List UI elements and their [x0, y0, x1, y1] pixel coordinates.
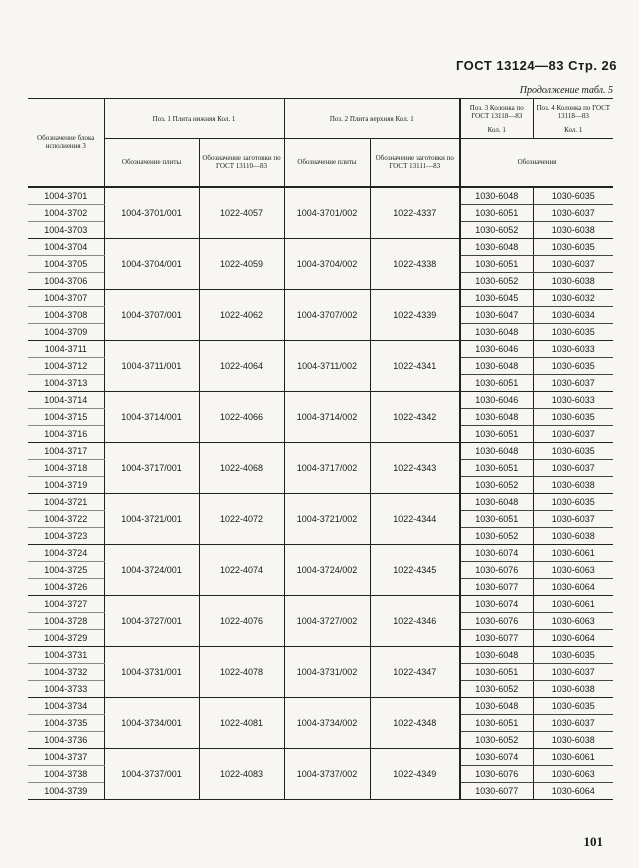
plate-upper-cell: 1004-3727/002	[284, 595, 370, 646]
pos4-cell: 1030-6035	[533, 697, 613, 714]
pos4-cell: 1030-6037	[533, 255, 613, 272]
col-pos4-title: Поз. 4 Колонка по ГОСТ 13118—83	[536, 103, 611, 120]
col-pos3	[460, 99, 533, 139]
plate-lower-cell: 1004-3714/001	[104, 391, 199, 442]
col-pos4	[533, 99, 613, 139]
blank-lower-cell: 1022-4068	[199, 442, 284, 493]
blank-lower-cell: 1022-4064	[199, 340, 284, 391]
pos3-cell: 1030-6051	[460, 374, 533, 391]
pos3-cell: 1030-6048	[460, 493, 533, 510]
pos4-cell: 1030-6038	[533, 272, 613, 289]
pos4-cell: 1030-6037	[533, 663, 613, 680]
plate-upper-cell: 1004-3731/002	[284, 646, 370, 697]
col-blank-upper: Обозначение заготовки по ГОСТ 13111—83	[370, 139, 460, 187]
table-row	[28, 595, 613, 612]
block-designation-cell: 1004-3707	[28, 289, 104, 306]
plate-upper-cell: 1004-3717/002	[284, 442, 370, 493]
plate-upper-cell: 1004-3707/002	[284, 289, 370, 340]
table-continuation-label: Продолжение табл. 5	[519, 85, 613, 96]
pos3-cell: 1030-6048	[460, 238, 533, 255]
pos4-cell: 1030-6035	[533, 646, 613, 663]
blank-upper-cell: 1022-4348	[370, 697, 460, 748]
block-designation-cell: 1004-3712	[28, 357, 104, 374]
pos3-cell: 1030-6052	[460, 221, 533, 238]
block-designation-cell: 1004-3708	[28, 306, 104, 323]
pos3-cell: 1030-6048	[460, 357, 533, 374]
blank-upper-cell: 1022-4337	[370, 187, 460, 239]
pos3-cell: 1030-6076	[460, 561, 533, 578]
pos4-cell: 1030-6035	[533, 238, 613, 255]
pos4-cell: 1030-6037	[533, 459, 613, 476]
pos3-cell: 1030-6052	[460, 731, 533, 748]
block-designation-cell: 1004-3714	[28, 391, 104, 408]
page-header: ГОСТ 13124—83 Стр. 26	[455, 58, 617, 73]
block-designation-cell: 1004-3709	[28, 323, 104, 340]
block-designation-cell: 1004-3734	[28, 697, 104, 714]
block-designation-cell: 1004-3711	[28, 340, 104, 357]
pos4-cell: 1030-6032	[533, 289, 613, 306]
pos3-cell: 1030-6077	[460, 578, 533, 595]
pos4-cell: 1030-6063	[533, 612, 613, 629]
pos4-cell: 1030-6035	[533, 323, 613, 340]
block-designation-cell: 1004-3716	[28, 425, 104, 442]
pos3-cell: 1030-6048	[460, 408, 533, 425]
pos3-cell: 1030-6074	[460, 748, 533, 765]
block-designation-cell: 1004-3738	[28, 765, 104, 782]
block-designation-cell: 1004-3719	[28, 476, 104, 493]
blank-lower-cell: 1022-4074	[199, 544, 284, 595]
block-designation-cell: 1004-3724	[28, 544, 104, 561]
pos4-cell: 1030-6064	[533, 629, 613, 646]
pos4-cell: 1030-6061	[533, 544, 613, 561]
pos4-cell: 1030-6035	[533, 357, 613, 374]
blank-upper-cell: 1022-4347	[370, 646, 460, 697]
plate-upper-cell: 1004-3734/002	[284, 697, 370, 748]
block-designation-cell: 1004-3701	[28, 187, 104, 205]
block-designation-cell: 1004-3725	[28, 561, 104, 578]
plate-upper-cell: 1004-3724/002	[284, 544, 370, 595]
pos4-cell: 1030-6063	[533, 561, 613, 578]
pos3-cell: 1030-6051	[460, 714, 533, 731]
plate-lower-cell: 1004-3701/001	[104, 187, 199, 239]
col-pos2: Поз. 2 Плита верхняя Кол. 1	[284, 99, 460, 139]
pos4-cell: 1030-6037	[533, 374, 613, 391]
pos4-cell: 1030-6037	[533, 714, 613, 731]
plate-upper-cell: 1004-3721/002	[284, 493, 370, 544]
pos4-cell: 1030-6035	[533, 408, 613, 425]
plate-upper-cell: 1004-3701/002	[284, 187, 370, 239]
pos3-cell: 1030-6076	[460, 612, 533, 629]
pos4-cell: 1030-6035	[533, 442, 613, 459]
col-blank-lower: Обозначение заготовки по ГОСТ 13110—83	[199, 139, 284, 187]
plate-lower-cell: 1004-3711/001	[104, 340, 199, 391]
block-designation-cell: 1004-3729	[28, 629, 104, 646]
pos3-cell: 1030-6051	[460, 255, 533, 272]
col-pos3-qty: Кол. 1	[487, 125, 506, 134]
col-pos1: Поз. 1 Плита нижняя Кол. 1	[104, 99, 284, 139]
plate-upper-cell: 1004-3711/002	[284, 340, 370, 391]
plate-upper-cell: 1004-3714/002	[284, 391, 370, 442]
block-designation-cell: 1004-3718	[28, 459, 104, 476]
blank-upper-cell: 1022-4344	[370, 493, 460, 544]
blank-upper-cell: 1022-4343	[370, 442, 460, 493]
pos3-cell: 1030-6077	[460, 782, 533, 799]
pos4-cell: 1030-6033	[533, 340, 613, 357]
pos3-cell: 1030-6077	[460, 629, 533, 646]
block-designation-cell: 1004-3706	[28, 272, 104, 289]
specification-table	[28, 98, 613, 800]
pos3-cell: 1030-6076	[460, 765, 533, 782]
pos3-cell: 1030-6052	[460, 527, 533, 544]
table-row	[28, 748, 613, 765]
col-plate-upper: Обозначение плиты	[284, 139, 370, 187]
block-designation-cell: 1004-3728	[28, 612, 104, 629]
pos4-cell: 1030-6037	[533, 425, 613, 442]
col-pos3-title: Поз. 3 Колонка по ГОСТ 13118—83	[469, 103, 524, 120]
block-designation-cell: 1004-3732	[28, 663, 104, 680]
table-row	[28, 187, 613, 205]
block-designation-cell: 1004-3713	[28, 374, 104, 391]
pos3-cell: 1030-6052	[460, 476, 533, 493]
block-designation-cell: 1004-3736	[28, 731, 104, 748]
blank-lower-cell: 1022-4057	[199, 187, 284, 239]
plate-lower-cell: 1004-3727/001	[104, 595, 199, 646]
col-pos4-qty: Кол. 1	[564, 125, 583, 134]
plate-lower-cell: 1004-3731/001	[104, 646, 199, 697]
plate-lower-cell: 1004-3717/001	[104, 442, 199, 493]
blank-upper-cell: 1022-4338	[370, 238, 460, 289]
pos3-cell: 1030-6051	[460, 425, 533, 442]
blank-upper-cell: 1022-4346	[370, 595, 460, 646]
pos4-cell: 1030-6061	[533, 595, 613, 612]
table-row	[28, 442, 613, 459]
pos3-cell: 1030-6051	[460, 204, 533, 221]
pos4-cell: 1030-6038	[533, 731, 613, 748]
block-designation-cell: 1004-3737	[28, 748, 104, 765]
table-row	[28, 340, 613, 357]
pos3-cell: 1030-6048	[460, 697, 533, 714]
pos4-cell: 1030-6038	[533, 527, 613, 544]
pos3-cell: 1030-6048	[460, 646, 533, 663]
blank-upper-cell: 1022-4349	[370, 748, 460, 799]
pos4-cell: 1030-6035	[533, 493, 613, 510]
table-row	[28, 289, 613, 306]
col-block-designation: Обозначение блока исполнения 3	[28, 99, 104, 187]
pos4-cell: 1030-6064	[533, 782, 613, 799]
blank-upper-cell: 1022-4339	[370, 289, 460, 340]
pos3-cell: 1030-6052	[460, 680, 533, 697]
page-number: 101	[583, 834, 603, 849]
pos4-cell: 1030-6035	[533, 187, 613, 205]
block-designation-cell: 1004-3722	[28, 510, 104, 527]
pos4-cell: 1030-6038	[533, 680, 613, 697]
pos3-cell: 1030-6048	[460, 442, 533, 459]
plate-lower-cell: 1004-3737/001	[104, 748, 199, 799]
blank-lower-cell: 1022-4072	[199, 493, 284, 544]
pos3-cell: 1030-6046	[460, 340, 533, 357]
table-row	[28, 646, 613, 663]
block-designation-cell: 1004-3703	[28, 221, 104, 238]
plate-lower-cell: 1004-3734/001	[104, 697, 199, 748]
block-designation-cell: 1004-3735	[28, 714, 104, 731]
pos3-cell: 1030-6045	[460, 289, 533, 306]
block-designation-cell: 1004-3739	[28, 782, 104, 799]
table-body	[28, 187, 613, 800]
blank-upper-cell: 1022-4345	[370, 544, 460, 595]
table-row	[28, 391, 613, 408]
pos4-cell: 1030-6038	[533, 221, 613, 238]
pos4-cell: 1030-6033	[533, 391, 613, 408]
pos3-cell: 1030-6074	[460, 595, 533, 612]
blank-lower-cell: 1022-4083	[199, 748, 284, 799]
pos3-cell: 1030-6052	[460, 272, 533, 289]
pos4-cell: 1030-6061	[533, 748, 613, 765]
blank-lower-cell: 1022-4081	[199, 697, 284, 748]
table-row	[28, 544, 613, 561]
table-row	[28, 493, 613, 510]
plate-upper-cell: 1004-3704/002	[284, 238, 370, 289]
block-designation-cell: 1004-3705	[28, 255, 104, 272]
pos3-cell: 1030-6048	[460, 187, 533, 205]
block-designation-cell: 1004-3726	[28, 578, 104, 595]
blank-lower-cell: 1022-4078	[199, 646, 284, 697]
pos3-cell: 1030-6051	[460, 510, 533, 527]
plate-lower-cell: 1004-3721/001	[104, 493, 199, 544]
block-designation-cell: 1004-3721	[28, 493, 104, 510]
pos4-cell: 1030-6063	[533, 765, 613, 782]
col-plate-lower: Обозначение плиты	[104, 139, 199, 187]
col-designations: Обозначения	[460, 139, 613, 187]
plate-lower-cell: 1004-3724/001	[104, 544, 199, 595]
pos4-cell: 1030-6038	[533, 476, 613, 493]
pos3-cell: 1030-6048	[460, 323, 533, 340]
blank-lower-cell: 1022-4066	[199, 391, 284, 442]
blank-upper-cell: 1022-4341	[370, 340, 460, 391]
block-designation-cell: 1004-3723	[28, 527, 104, 544]
pos4-cell: 1030-6037	[533, 510, 613, 527]
block-designation-cell: 1004-3715	[28, 408, 104, 425]
block-designation-cell: 1004-3727	[28, 595, 104, 612]
blank-lower-cell: 1022-4076	[199, 595, 284, 646]
pos4-cell: 1030-6037	[533, 204, 613, 221]
blank-upper-cell: 1022-4342	[370, 391, 460, 442]
blank-lower-cell: 1022-4059	[199, 238, 284, 289]
plate-lower-cell: 1004-3704/001	[104, 238, 199, 289]
pos3-cell: 1030-6046	[460, 391, 533, 408]
plate-upper-cell: 1004-3737/002	[284, 748, 370, 799]
blank-lower-cell: 1022-4062	[199, 289, 284, 340]
table-header	[28, 99, 613, 187]
pos3-cell: 1030-6051	[460, 663, 533, 680]
block-designation-cell: 1004-3717	[28, 442, 104, 459]
table-row	[28, 238, 613, 255]
block-designation-cell: 1004-3731	[28, 646, 104, 663]
plate-lower-cell: 1004-3707/001	[104, 289, 199, 340]
pos3-cell: 1030-6074	[460, 544, 533, 561]
pos3-cell: 1030-6051	[460, 459, 533, 476]
table-row	[28, 697, 613, 714]
pos4-cell: 1030-6034	[533, 306, 613, 323]
block-designation-cell: 1004-3733	[28, 680, 104, 697]
block-designation-cell: 1004-3704	[28, 238, 104, 255]
pos4-cell: 1030-6064	[533, 578, 613, 595]
block-designation-cell: 1004-3702	[28, 204, 104, 221]
pos3-cell: 1030-6047	[460, 306, 533, 323]
